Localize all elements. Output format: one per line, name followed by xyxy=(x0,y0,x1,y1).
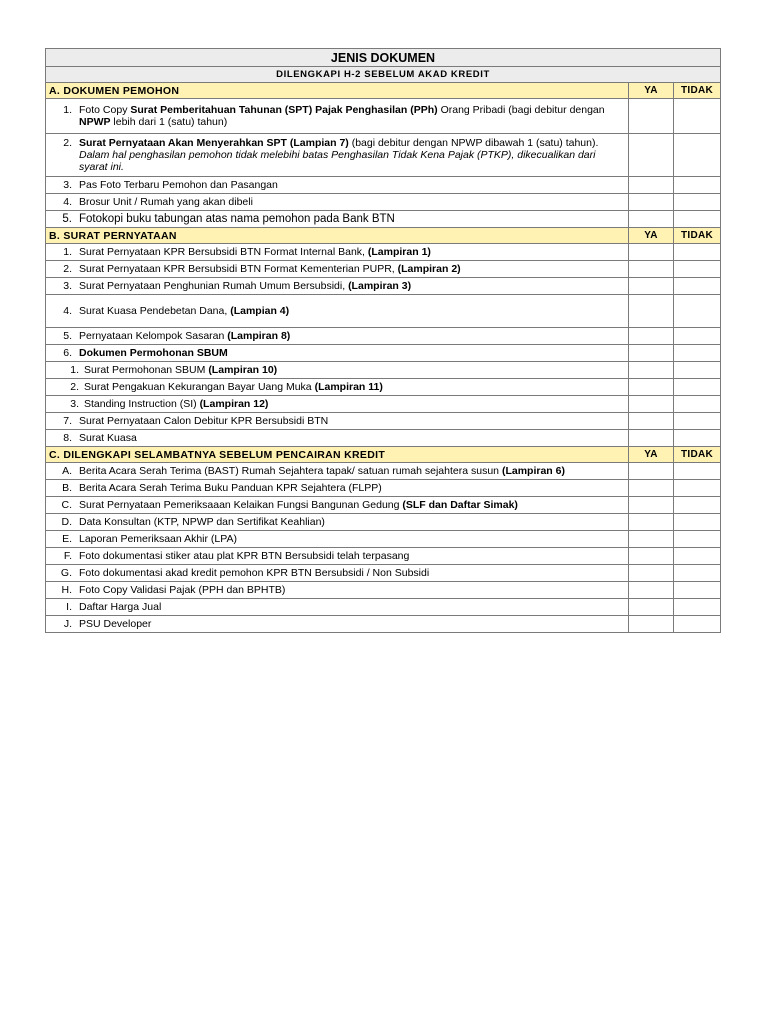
item-text: Foto Copy Surat Pemberitahuan Tahunan (SPT) Pajak Penghasilan (PPh) Orang Pribadi (bagi debitur dengan NPWP lebih dari 1 (satu) tahun) xyxy=(79,104,605,128)
section-a-title: A. DOKUMEN PEMOHON xyxy=(46,83,629,99)
tidak-checkbox-cell[interactable] xyxy=(674,244,721,261)
ya-checkbox-cell[interactable] xyxy=(629,177,674,194)
tidak-checkbox-cell[interactable] xyxy=(674,194,721,211)
item-number: E. xyxy=(62,533,72,545)
tidak-checkbox-cell[interactable] xyxy=(674,328,721,345)
item-number: 8. xyxy=(63,432,72,444)
tidak-checkbox-cell[interactable] xyxy=(674,497,721,514)
item-number: B. xyxy=(62,482,72,494)
item-text: Surat Kuasa Pendebetan Dana, (Lampian 4) xyxy=(79,305,290,317)
item-text: Foto dokumentasi akad kredit pemohon KPR BTN Bersubsidi / Non Subsidi xyxy=(79,567,430,579)
table-row xyxy=(46,413,721,430)
ya-header: YA xyxy=(629,447,674,463)
page-title: JENIS DOKUMEN xyxy=(46,49,721,67)
table-row xyxy=(46,599,721,616)
item-number: 1. xyxy=(63,246,72,258)
table-row xyxy=(46,134,721,177)
ya-checkbox-cell[interactable] xyxy=(629,413,674,430)
item-text: Foto dokumentasi stiker atau plat KPR BTN Bersubsidi telah terpasang xyxy=(79,550,410,562)
item-number: D. xyxy=(61,516,72,528)
tidak-checkbox-cell[interactable] xyxy=(674,177,721,194)
item-text: Surat Permohonan SBUM (Lampiran 10) xyxy=(84,364,278,376)
item-number: J. xyxy=(63,618,72,630)
table-row xyxy=(46,379,721,396)
item-number: G. xyxy=(60,567,72,579)
ya-checkbox-cell[interactable] xyxy=(629,278,674,295)
subtitle-row xyxy=(46,67,721,83)
table-row xyxy=(46,616,721,633)
page-subtitle: DILENGKAPI H-2 SEBELUM AKAD KREDIT xyxy=(46,67,721,83)
item-number: A. xyxy=(62,465,72,477)
table-row xyxy=(46,463,721,480)
tidak-checkbox-cell[interactable] xyxy=(674,345,721,362)
ya-checkbox-cell[interactable] xyxy=(629,379,674,396)
ya-checkbox-cell[interactable] xyxy=(629,362,674,379)
table-row xyxy=(46,531,721,548)
tidak-checkbox-cell[interactable] xyxy=(674,463,721,480)
table-row xyxy=(46,480,721,497)
table-row xyxy=(46,211,721,228)
item-text: Dokumen Permohonan SBUM xyxy=(79,347,228,359)
tidak-header: TIDAK xyxy=(674,447,721,463)
item-number: 2. xyxy=(63,137,72,149)
item-text: Berita Acara Serah Terima Buku Panduan KPR Sejahtera (FLPP) xyxy=(79,482,382,494)
item-number: 4. xyxy=(63,305,72,317)
table-row xyxy=(46,497,721,514)
item-text: Surat Pengakuan Kekurangan Bayar Uang Muka (Lampiran 11) xyxy=(84,381,383,393)
table-row xyxy=(46,261,721,278)
tidak-checkbox-cell[interactable] xyxy=(674,379,721,396)
item-number: 6. xyxy=(63,347,72,359)
item-number: 3. xyxy=(63,280,72,292)
item-text: Pas Foto Terbaru Pemohon dan Pasangan xyxy=(79,179,278,191)
ya-checkbox-cell[interactable] xyxy=(629,616,674,633)
item-text: Fotokopi buku tabungan atas nama pemohon pada Bank BTN xyxy=(79,213,395,225)
tidak-checkbox-cell[interactable] xyxy=(674,396,721,413)
title-row xyxy=(46,49,721,67)
item-text: Daftar Harga Jual xyxy=(79,601,162,613)
item-text: Standing Instruction (SI) (Lampiran 12) xyxy=(84,398,269,410)
tidak-checkbox-cell[interactable] xyxy=(674,413,721,430)
tidak-checkbox-cell[interactable] xyxy=(674,616,721,633)
table-row xyxy=(46,362,721,379)
ya-checkbox-cell[interactable] xyxy=(629,430,674,447)
table-row xyxy=(46,278,721,295)
item-text: Foto Copy Validasi Pajak (PPH dan BPHTB) xyxy=(79,584,286,596)
item-number: 2. xyxy=(63,263,72,275)
section-b-title: B. SURAT PERNYATAAN xyxy=(46,228,629,244)
ya-checkbox-cell[interactable] xyxy=(629,531,674,548)
item-number: 1. xyxy=(70,364,79,376)
table-row xyxy=(46,328,721,345)
document-checklist-table xyxy=(45,48,721,633)
tidak-checkbox-cell[interactable] xyxy=(674,582,721,599)
item-text: Surat Pernyataan KPR Bersubsidi BTN Format Internal Bank, (Lampiran 1) xyxy=(79,246,431,258)
table-row xyxy=(46,565,721,582)
item-number: 5. xyxy=(63,330,72,342)
ya-checkbox-cell[interactable] xyxy=(629,328,674,345)
table-row xyxy=(46,582,721,599)
ya-checkbox-cell[interactable] xyxy=(629,211,674,228)
ya-checkbox-cell[interactable] xyxy=(629,463,674,480)
item-number: 4. xyxy=(63,196,72,208)
tidak-checkbox-cell[interactable] xyxy=(674,134,721,177)
item-text: Surat Kuasa xyxy=(79,432,137,444)
item-number: I. xyxy=(66,601,72,613)
item-text: Surat Pernyataan Akan Menyerahkan SPT (Lampian 7) (bagi debitur dengan NPWP dibawah 1 (satu) tahun). Dalam hal penghasilan pemohon tidak melebihi batas Penghasilan Tidak Kena Pajak (PTKP), dikecualikan dari syarat ini. xyxy=(79,137,625,173)
ya-checkbox-cell[interactable] xyxy=(629,244,674,261)
ya-checkbox-cell[interactable] xyxy=(629,565,674,582)
item-text: Surat Pernyataan Pemeriksaaan Kelaikan Fungsi Bangunan Gedung (SLF dan Daftar Simak) xyxy=(79,499,518,511)
item-number: 3. xyxy=(70,398,79,410)
table-row xyxy=(46,514,721,531)
ya-checkbox-cell[interactable] xyxy=(629,261,674,278)
item-note: Dalam hal penghasilan pemohon tidak melebihi batas Penghasilan Tidak Kena Pajak (PTKP), dikecualikan dari syarat ini. xyxy=(79,149,596,173)
ya-checkbox-cell[interactable] xyxy=(629,480,674,497)
item-number: 7. xyxy=(63,415,72,427)
section-b-header xyxy=(46,228,721,244)
tidak-checkbox-cell[interactable] xyxy=(674,211,721,228)
table-row xyxy=(46,244,721,261)
tidak-header: TIDAK xyxy=(674,83,721,99)
ya-checkbox-cell[interactable] xyxy=(629,497,674,514)
item-number: 5. xyxy=(62,213,72,225)
section-c-header xyxy=(46,447,721,463)
ya-header: YA xyxy=(629,228,674,244)
ya-checkbox-cell[interactable] xyxy=(629,99,674,134)
ya-checkbox-cell[interactable] xyxy=(629,582,674,599)
tidak-checkbox-cell[interactable] xyxy=(674,599,721,616)
tidak-checkbox-cell[interactable] xyxy=(674,430,721,447)
ya-header: YA xyxy=(629,83,674,99)
item-text: Surat Pernyataan Calon Debitur KPR Bersubsidi BTN xyxy=(79,415,329,427)
table-row xyxy=(46,177,721,194)
ya-checkbox-cell[interactable] xyxy=(629,194,674,211)
ya-checkbox-cell[interactable] xyxy=(629,396,674,413)
item-number: H. xyxy=(61,584,72,596)
item-text: Laporan Pemeriksaan Akhir (LPA) xyxy=(79,533,237,545)
ya-checkbox-cell[interactable] xyxy=(629,548,674,565)
tidak-header: TIDAK xyxy=(674,228,721,244)
tidak-checkbox-cell[interactable] xyxy=(674,295,721,328)
item-number: 2. xyxy=(70,381,79,393)
item-text: Brosur Unit / Rumah yang akan dibeli xyxy=(79,196,253,208)
table-row xyxy=(46,430,721,447)
tidak-checkbox-cell[interactable] xyxy=(674,531,721,548)
item-number: 3. xyxy=(63,179,72,191)
table-row xyxy=(46,396,721,413)
ya-checkbox-cell[interactable] xyxy=(629,599,674,616)
item-number: F. xyxy=(63,550,72,562)
tidak-checkbox-cell[interactable] xyxy=(674,480,721,497)
tidak-checkbox-cell[interactable] xyxy=(674,514,721,531)
table-row xyxy=(46,295,721,328)
tidak-checkbox-cell[interactable] xyxy=(674,99,721,134)
ya-checkbox-cell[interactable] xyxy=(629,295,674,328)
tidak-checkbox-cell[interactable] xyxy=(674,548,721,565)
ya-checkbox-cell[interactable] xyxy=(629,345,674,362)
table-row xyxy=(46,99,721,134)
tidak-checkbox-cell[interactable] xyxy=(674,278,721,295)
item-text: Surat Pernyataan KPR Bersubsidi BTN Format Kementerian PUPR, (Lampiran 2) xyxy=(79,263,461,275)
item-number: 1. xyxy=(63,104,72,116)
tidak-checkbox-cell[interactable] xyxy=(674,565,721,582)
ya-checkbox-cell[interactable] xyxy=(629,514,674,531)
table-row xyxy=(46,548,721,565)
item-text: Surat Pernyataan Penghunian Rumah Umum Bersubsidi, (Lampiran 3) xyxy=(79,280,412,292)
section-a-header xyxy=(46,83,721,99)
tidak-checkbox-cell[interactable] xyxy=(674,362,721,379)
section-c-title: C. DILENGKAPI SELAMBATNYA SEBELUM PENCAIRAN KREDIT xyxy=(46,447,629,463)
item-text: Berita Acara Serah Terima (BAST) Rumah Sejahtera tapak/ satuan rumah sejahtera susun (Lampiran 6) xyxy=(79,465,565,477)
item-text: PSU Developer xyxy=(79,618,152,630)
table-row xyxy=(46,194,721,211)
table-row xyxy=(46,345,721,362)
item-text: Pernyataan Kelompok Sasaran (Lampiran 8) xyxy=(79,330,291,342)
ya-checkbox-cell[interactable] xyxy=(629,134,674,177)
tidak-checkbox-cell[interactable] xyxy=(674,261,721,278)
item-text: Data Konsultan (KTP, NPWP dan Sertifikat Keahlian) xyxy=(79,516,325,528)
item-number: C. xyxy=(61,499,72,511)
